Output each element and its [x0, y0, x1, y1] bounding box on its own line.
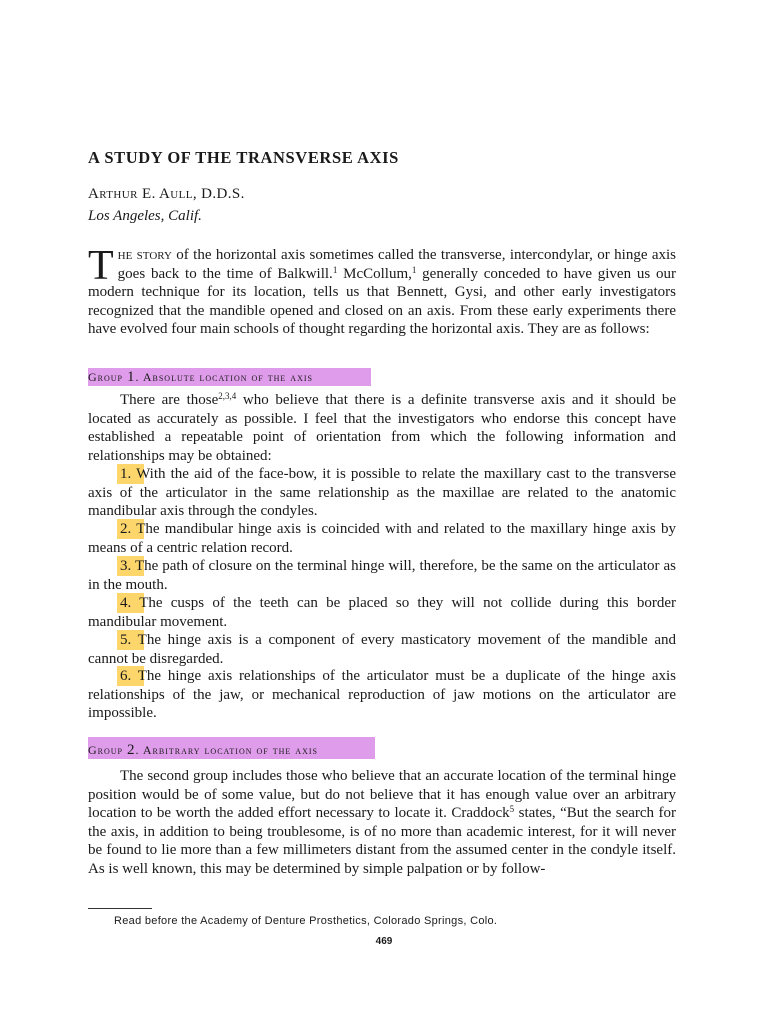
list-number: 1.: [120, 466, 132, 482]
drop-cap: T: [88, 243, 114, 289]
section-heading-group-2: [88, 741, 318, 759]
footnote-divider: [88, 908, 152, 909]
group-1-paragraph: [88, 391, 676, 465]
list-number: 5.: [120, 632, 132, 648]
list-number: 4.: [120, 595, 132, 611]
list-item: [88, 667, 676, 723]
list-text: With the aid of the face-bow, it is possible to relate the maxillary cast to the transverse axis of the articulator in the same relationship as the maxillae are related to the anatomic mandibular axis through the condyles.: [88, 466, 676, 520]
intro-lead: he story: [117, 247, 172, 263]
intro-text: generally conceded to have given us our modern technique for its location, tells us that Bennett, Gysi, and other early investigators recognized that the mandible opened and closed on an axis. From these early experiments there have evolved four main schools of thought regarding the horizontal axis. They are as follows:: [88, 265, 677, 338]
footnote-ref: 1: [411, 264, 417, 275]
list-number: 2.: [120, 521, 132, 537]
list-text: The path of closure on the terminal hinge will, therefore, be the same on the articulator as in the mouth.: [88, 558, 676, 593]
group-2-paragraph: [88, 767, 676, 879]
list-item: [88, 520, 676, 557]
author-affiliation: Los Angeles, Calif.: [88, 208, 202, 224]
paragraph-text: states, “But the search for the axis, in addition to being troublesome, is of no more than academic interest, for it will never be found to lie more than a few millimeters distant from the assumed center in the condyle itself. As is well known, this may be determined by simple palpation or by follow-: [88, 805, 677, 877]
list-text: The hinge axis relationships of the articulator must be a duplicate of the hinge axis relationships of the jaw, or mechanical reproduction of jaw motions on the articulator are impossible.: [88, 668, 676, 722]
list-item: [88, 594, 676, 631]
footnote: Read before the Academy of Denture Prosthetics, Colorado Springs, Colo.: [114, 915, 498, 927]
footnote-ref: 2,3,4: [218, 391, 237, 401]
footnote-ref: 5: [509, 804, 515, 815]
list-item: [88, 465, 676, 521]
list-number: 3.: [120, 558, 132, 574]
heading-number: 1: [127, 369, 136, 385]
intro-text: McCollum,: [337, 265, 412, 282]
paragraph-text: The second group includes those who believe that an accurate location of the terminal hinge position would be of some value, but do not believe that it has enough value over an arbitrary location to be worth the added effort necessary to locate it. Craddock: [88, 768, 676, 822]
list-text: The cusps of the teeth can be placed so they will not collide during this border mandibular movement.: [88, 595, 676, 630]
intro-text: of the horizontal axis sometimes called the transverse, intercondylar, or hinge axis goes back to the time of Balkwill.: [117, 247, 676, 282]
heading-text: . Arbitrary location of the axis: [135, 743, 318, 757]
heading-prefix: Group: [88, 370, 128, 384]
intro-paragraph: [88, 243, 677, 339]
author-name-text: Arthur E. Aull, D.D.S.: [88, 186, 245, 202]
footnote-ref: 1: [332, 264, 338, 275]
article-title: A STUDY OF THE TRANSVERSE AXIS: [88, 148, 399, 167]
paragraph-text: There are those: [120, 392, 219, 408]
heading-number: 2: [127, 742, 136, 758]
list-item: [88, 557, 676, 594]
list-text: The mandibular hinge axis is coincided with and related to the maxillary hinge axis by means of a centric relation record.: [88, 521, 676, 556]
heading-text: . Absolute location of the axis: [135, 370, 313, 384]
author-name: [88, 186, 245, 203]
list-text: The hinge axis is a component of every masticatory movement of the mandible and cannot be disregarded.: [88, 632, 676, 667]
heading-prefix: Group: [88, 743, 128, 757]
list-number: 6.: [120, 668, 132, 684]
section-heading-group-1: [88, 368, 313, 386]
page-number: 469: [375, 936, 393, 947]
paragraph-text: who believe that there is a definite transverse axis and it should be located as accurately as possible. I feel that the investigators who endorse this concept have established a repeatable point of orientation from which the following information and relationships may be obtained:: [88, 392, 676, 464]
list-item: [88, 631, 676, 668]
